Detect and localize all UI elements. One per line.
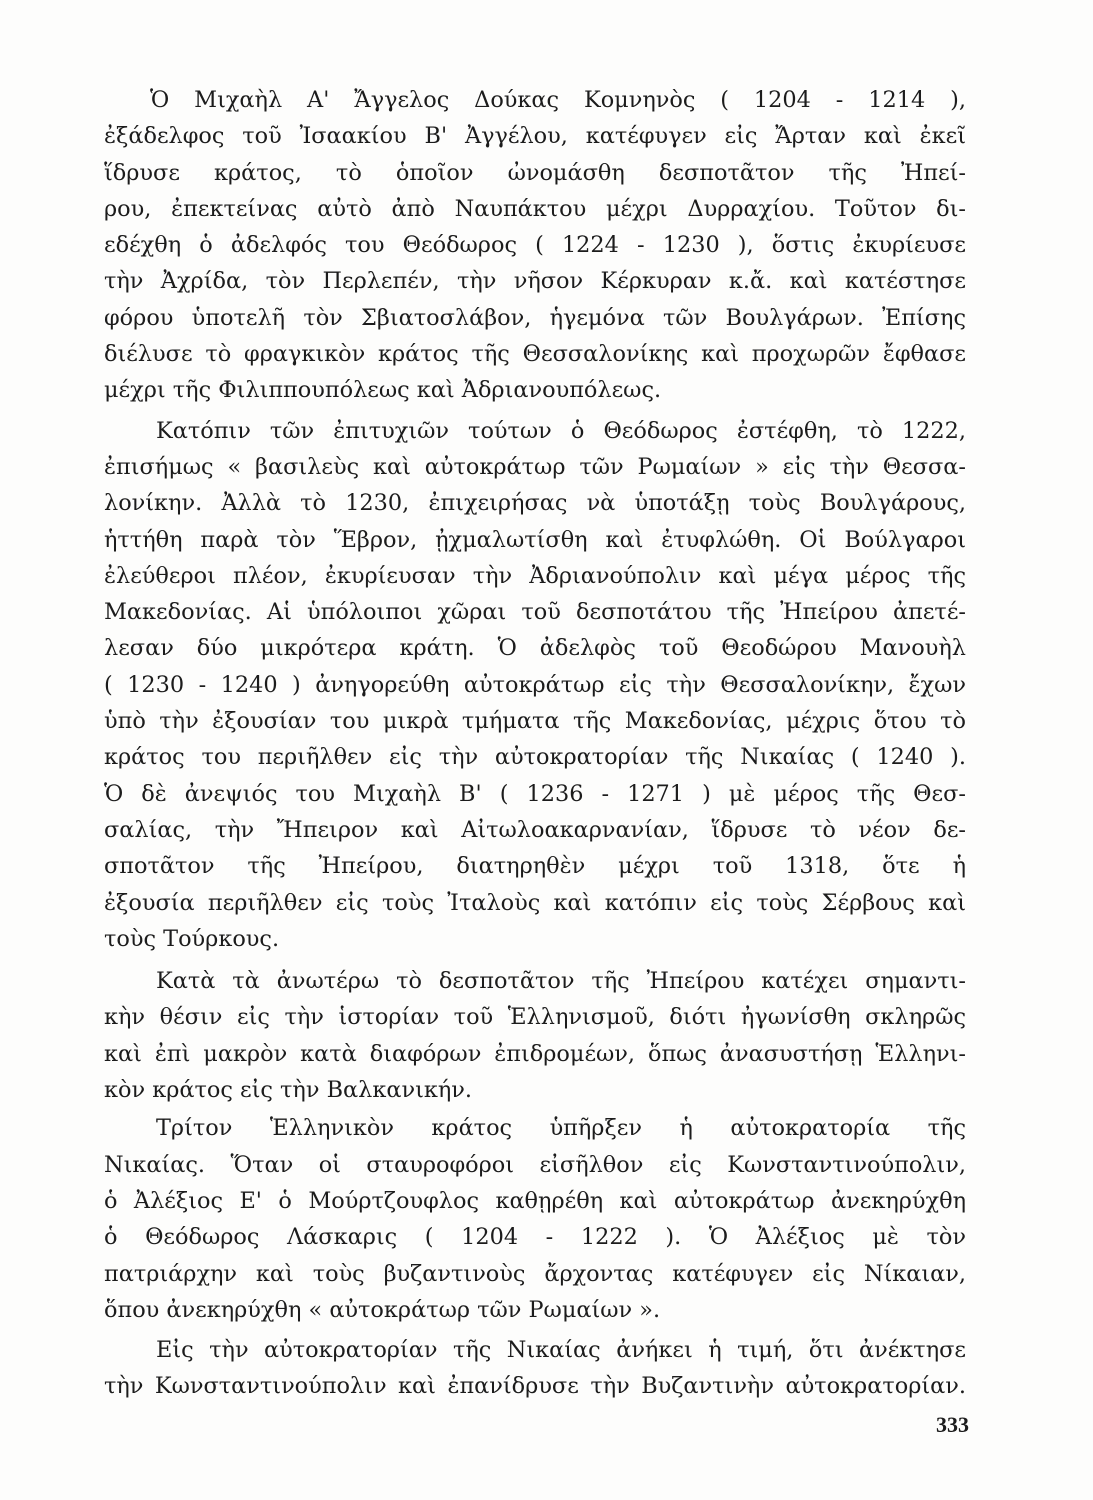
text-line: λονίκην. Ἀλλὰ τὸ 1230, ἐπιχειρήσας νὰ ὑποτάξῃ τοὺς Βουλγάρους, bbox=[104, 490, 966, 517]
text-line: Εἰς τὴν αὐτοκρατορίαν τῆς Νικαίας ἀνήκει ἡ τιμή, ὅτι ἀνέκτησε bbox=[156, 1337, 966, 1364]
text-line: ὁ Ἀλέξιος Ε' ὁ Μούρτζουφλος καθῃρέθη καὶ αὐτοκράτωρ ἀνεκηρύχθη bbox=[104, 1187, 966, 1214]
paragraph-despotate-founding bbox=[104, 82, 966, 409]
text-line: κὸν κράτος εἰς τὴν Βαλκανικήν. bbox=[104, 1077, 472, 1104]
text-line: ἐξάδελφος τοῦ Ἰσαακίου Β' Ἀγγέλου, κατέφυγεν εἰς Ἄρταν καὶ ἐκεῖ bbox=[104, 123, 966, 150]
text-line: ( 1230 - 1240 ) ἀνηγορεύθη αὐτοκράτωρ εἰς τὴν Θεσσαλονίκην, ἔχων bbox=[104, 671, 966, 698]
text-line: μέχρι τῆς Φιλιππουπόλεως καὶ Ἀδριανουπόλεως. bbox=[104, 377, 662, 404]
text-line: Ὁ Μιχαὴλ Α' Ἄγγελος Δούκας Κομνηνὸς ( 1204 - 1214 ), bbox=[150, 87, 966, 113]
text-line: κὴν θέσιν εἰς τὴν ἱστορίαν τοῦ Ἑλληνισμοῦ, διότι ἠγωνίσθη σκληρῶς bbox=[104, 1004, 966, 1031]
paragraph-nicaea-honor bbox=[104, 1332, 966, 1405]
text-line: Μακεδονίας. Αἱ ὑπόλοιποι χῶραι τοῦ δεσποτάτου τῆς Ἠπείρου ἀπετέ- bbox=[104, 599, 966, 626]
text-line: ἐπισήμως « βασιλεὺς καὶ αὐτοκράτωρ τῶν Ρωμαίων » εἰς τὴν Θεσσα- bbox=[104, 453, 966, 480]
text-line: λεσαν δύο μικρότερα κράτη. Ὁ ἀδελφὸς τοῦ Θεοδώρου Μανουὴλ bbox=[104, 635, 966, 662]
text-line: τὴν Ἀχρίδα, τὸν Περλεπέν, τὴν νῆσον Κέρκυραν κ.ἄ. καὶ κατέστησε bbox=[104, 268, 966, 295]
text-line: ρου, ἐπεκτείνας αὐτὸ ἀπὸ Ναυπάκτου μέχρι Δυρραχίου. Τοῦτον δι- bbox=[104, 195, 966, 222]
text-line: Τρίτον Ἑλληνικὸν κράτος ὑπῆρξεν ἡ αὐτοκρατορία τῆς bbox=[156, 1115, 966, 1142]
text-line: καὶ ἐπὶ μακρὸν κατὰ διαφόρων ἐπιδρομέων, ὅπως ἀνασυστήσῃ Ἑλληνι- bbox=[104, 1040, 966, 1067]
text-line: ἵδρυσε κράτος, τὸ ὁποῖον ὠνομάσθη δεσποτᾶτον τῆς Ἠπεί- bbox=[104, 159, 966, 186]
text-line: κράτος του περιῆλθεν εἰς τὴν αὐτοκρατορίαν τῆς Νικαίας ( 1240 ). bbox=[104, 744, 966, 771]
text-line: σαλίας, τὴν Ἤπειρον καὶ Αἰτωλοακαρνανίαν, ἵδρυσε τὸ νέον δε- bbox=[104, 816, 966, 843]
book-page-text bbox=[104, 82, 966, 1412]
text-line: φόρου ὑποτελῆ τὸν Σβιατοσλάβον, ἡγεμόνα τῶν Βουλγάρων. Ἐπίσης bbox=[104, 304, 966, 331]
text-line: ὑπὸ τὴν ἐξουσίαν του μικρὰ τμήματα τῆς Μακεδονίας, μέχρις ὅτου τὸ bbox=[104, 708, 966, 735]
text-line: Ὁ δὲ ἀνεψιός του Μιχαὴλ Β' ( 1236 - 1271 ) μὲ μέρος τῆς Θεσ- bbox=[104, 780, 966, 807]
text-line: τὴν Κωνσταντινούπολιν καὶ ἐπανίδρυσε τὴν Βυζαντινὴν αὐτοκρατορίαν. bbox=[104, 1373, 966, 1400]
text-line: σποτᾶτον τῆς Ἠπείρου, διατηρηθὲν μέχρι τοῦ 1318, ὅτε ἡ bbox=[104, 853, 966, 880]
paragraph-theodore-crowned bbox=[104, 413, 966, 957]
text-line: εδέχθη ὁ ἀδελφός του Θεόδωρος ( 1224 - 1230 ), ὅστις ἐκυρίευσε bbox=[104, 232, 966, 259]
text-line: ὁ Θεόδωρος Λάσκαρις ( 1204 - 1222 ). Ὁ Ἀλέξιος μὲ τὸν bbox=[104, 1224, 966, 1251]
text-line: διέλυσε τὸ φραγκικὸν κράτος τῆς Θεσσαλονίκης καὶ προχωρῶν ἔφθασε bbox=[104, 341, 966, 368]
text-line: πατριάρχην καὶ τοὺς βυζαντινοὺς ἄρχοντας κατέφυγεν εἰς Νίκαιαν, bbox=[104, 1260, 966, 1287]
text-line: Κατόπιν τῶν ἐπιτυχιῶν τούτων ὁ Θεόδωρος ἐστέφθη, τὸ 1222, bbox=[156, 417, 966, 444]
text-line: ἐλεύθεροι πλέον, ἐκυρίευσαν τὴν Ἀδριανούπολιν καὶ μέγα μέρος τῆς bbox=[104, 562, 966, 589]
paragraph-empire-of-nicaea bbox=[104, 1110, 966, 1328]
paragraph-despotate-significance bbox=[104, 963, 966, 1108]
text-line: Κατὰ τὰ ἀνωτέρω τὸ δεσποτᾶτον τῆς Ἠπείρου κατέχει σημαντι- bbox=[156, 968, 966, 995]
text-line: Νικαίας. Ὅταν οἱ σταυροφόροι εἰσῆλθον εἰς Κωνσταντινούπολιν, bbox=[104, 1151, 966, 1178]
text-line: ὅπου ἀνεκηρύχθη « αὐτοκράτωρ τῶν Ρωμαίων ». bbox=[104, 1296, 661, 1323]
text-line: ἐξουσία περιῆλθεν εἰς τοὺς Ἰταλοὺς καὶ κατόπιν εἰς τοὺς Σέρβους καὶ bbox=[104, 889, 966, 916]
page-number: 333 bbox=[936, 1412, 969, 1437]
text-line: ἡττήθη παρὰ τὸν Ἕβρον, ᾐχμαλωτίσθη καὶ ἐτυφλώθη. Οἱ Βούλγαροι bbox=[104, 526, 966, 553]
text-line: τοὺς Τούρκους. bbox=[104, 925, 280, 952]
